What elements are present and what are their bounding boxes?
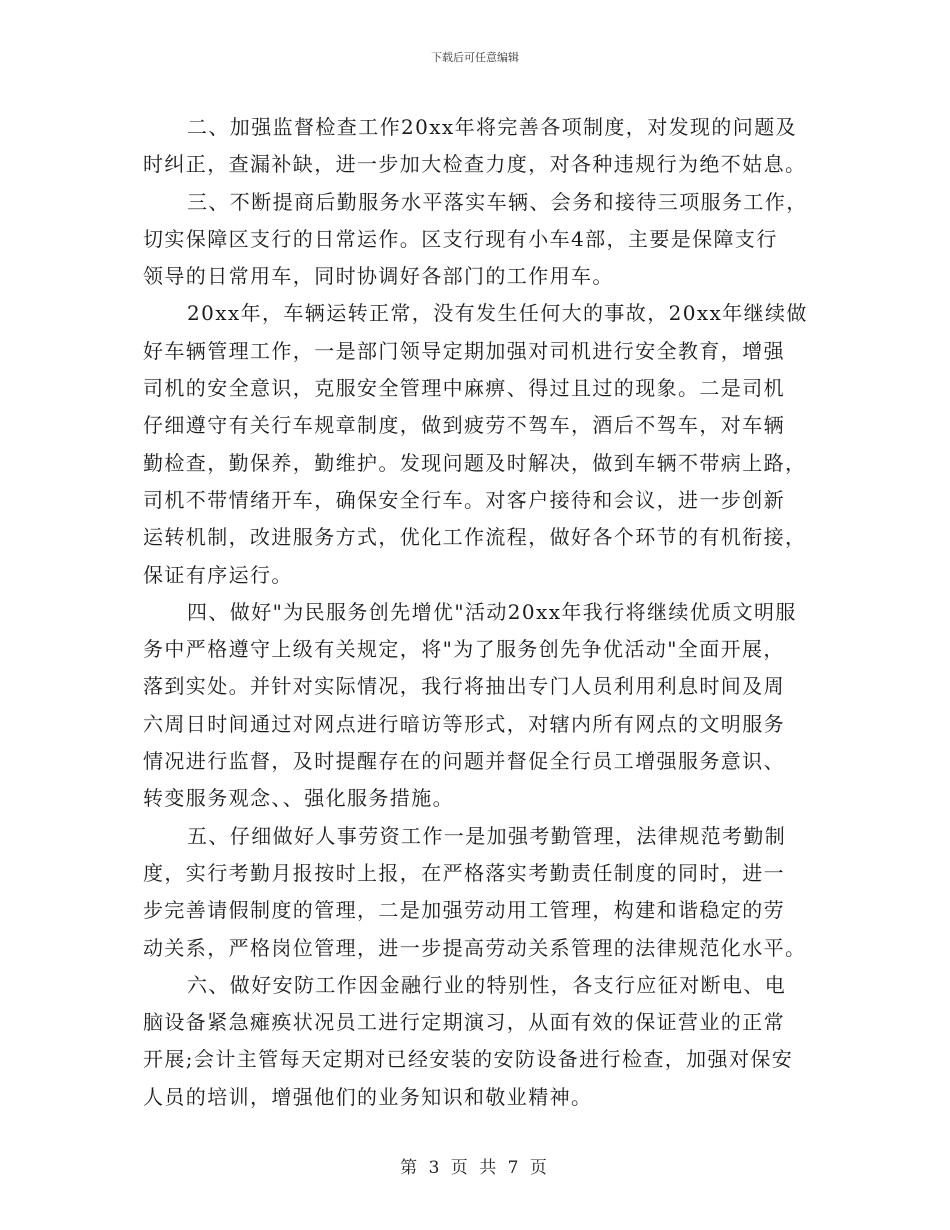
text-line: 动关系，严格岗位管理，进一步提高劳动关系管理的法律规范化水平。 bbox=[143, 935, 807, 960]
text-line: 司机不带情绪开车，确保安全行车。对客户接待和会议，进一步创新 bbox=[143, 487, 785, 512]
text-line: 保证有序运行。 bbox=[143, 562, 293, 587]
text-line: 六、做好安防工作因金融行业的特别性，各支行应征对断电、电 bbox=[187, 972, 787, 997]
document-body bbox=[143, 109, 811, 1116]
page-number: 第 3 页 共 7 页 bbox=[400, 1158, 550, 1178]
text-line: 好车辆管理工作，一是部门领导定期加强对司机进行安全教育，增强 bbox=[143, 338, 785, 363]
text-line: 三、不断提商后勤服务水平落实车辆、会务和接待三项服务工作， bbox=[187, 189, 808, 214]
text-line: 五、仔细做好人事劳资工作一是加强考勤管理，法律规范考勤制 bbox=[187, 823, 787, 848]
text-line: 人员的培训，增强他们的业务知识和敬业精神。 bbox=[143, 1084, 593, 1109]
text-line: 四、做好"为民服务创先增优"活动20xx年我行将继续优质文明服 bbox=[187, 599, 797, 624]
paragraph-personnel bbox=[143, 818, 811, 967]
text-line: 六周日时间通过对网点进行暗访等形式，对辖内所有网点的文明服务 bbox=[143, 711, 785, 736]
text-line: 务中严格遵守上级有关规定，将"为了服务创先争优活动"全面开展， bbox=[143, 637, 785, 662]
text-line: 度，实行考勤月报按时上报，在严格落实考勤责任制度的同时，进一 bbox=[143, 860, 785, 885]
text-line: 运转机制，改进服务方式，优化工作流程，做好各个环节的有机衔接， bbox=[143, 525, 807, 550]
text-line: 二、加强监督检查工作20xx年将完善各项制度，对发现的问题及 bbox=[187, 115, 798, 139]
text-line: 勤检查，勤保养，勤维护。发现问题及时解决，做到车辆不带病上路， bbox=[143, 450, 807, 475]
text-line: 脑设备紧急瘫痪状况员工进行定期演习，从面有效的保证营业的正常 bbox=[143, 1010, 785, 1035]
text-line: 仔细遵守有关行车规章制度，做到疲劳不驾车，酒后不驾车，对车辆 bbox=[143, 413, 785, 438]
paragraph-security bbox=[143, 967, 811, 1116]
text-line: 步完善请假制度的管理，二是加强劳动用工管理，构建和谐稳定的劳 bbox=[143, 898, 785, 923]
text-line: 时纠正，查漏补缺，进一步加大检查力度，对各种违规行为绝不姑息。 bbox=[143, 152, 807, 177]
text-line: 转变服务观念、、强化服务措施。 bbox=[143, 786, 454, 811]
text-line: 20xx年，车辆运转正常，没有发生任何大的事故，20xx年继续做 bbox=[187, 301, 808, 326]
text-line: 司机的安全意识，克服安全管理中麻痹、得过且过的现象。二是司机 bbox=[143, 376, 785, 401]
paragraph-service-activity bbox=[143, 594, 811, 818]
text-line: 领导的日常用车，同时协调好各部门的工作用车。 bbox=[143, 264, 614, 289]
paragraph-vehicles bbox=[143, 295, 811, 593]
paragraph-supervision bbox=[143, 109, 811, 184]
text-line: 切实保障区支行的日常运作。区支行现有小车4部，主要是保障支行 bbox=[143, 226, 778, 251]
text-line: 情况进行监督，及时提醒存在的问题并督促全行员工增强服务意识、 bbox=[143, 749, 785, 774]
paragraph-logistics bbox=[143, 184, 811, 296]
text-line: 落到实处。并针对实际情况，我行将抽出专门人员利用利息时间及周 bbox=[143, 674, 785, 699]
text-line: 开展;会计主管每天定期对已经安装的安防设备进行检查，加强对保安 bbox=[143, 1047, 794, 1072]
page-header: 下载后可任意编辑 bbox=[431, 51, 519, 64]
